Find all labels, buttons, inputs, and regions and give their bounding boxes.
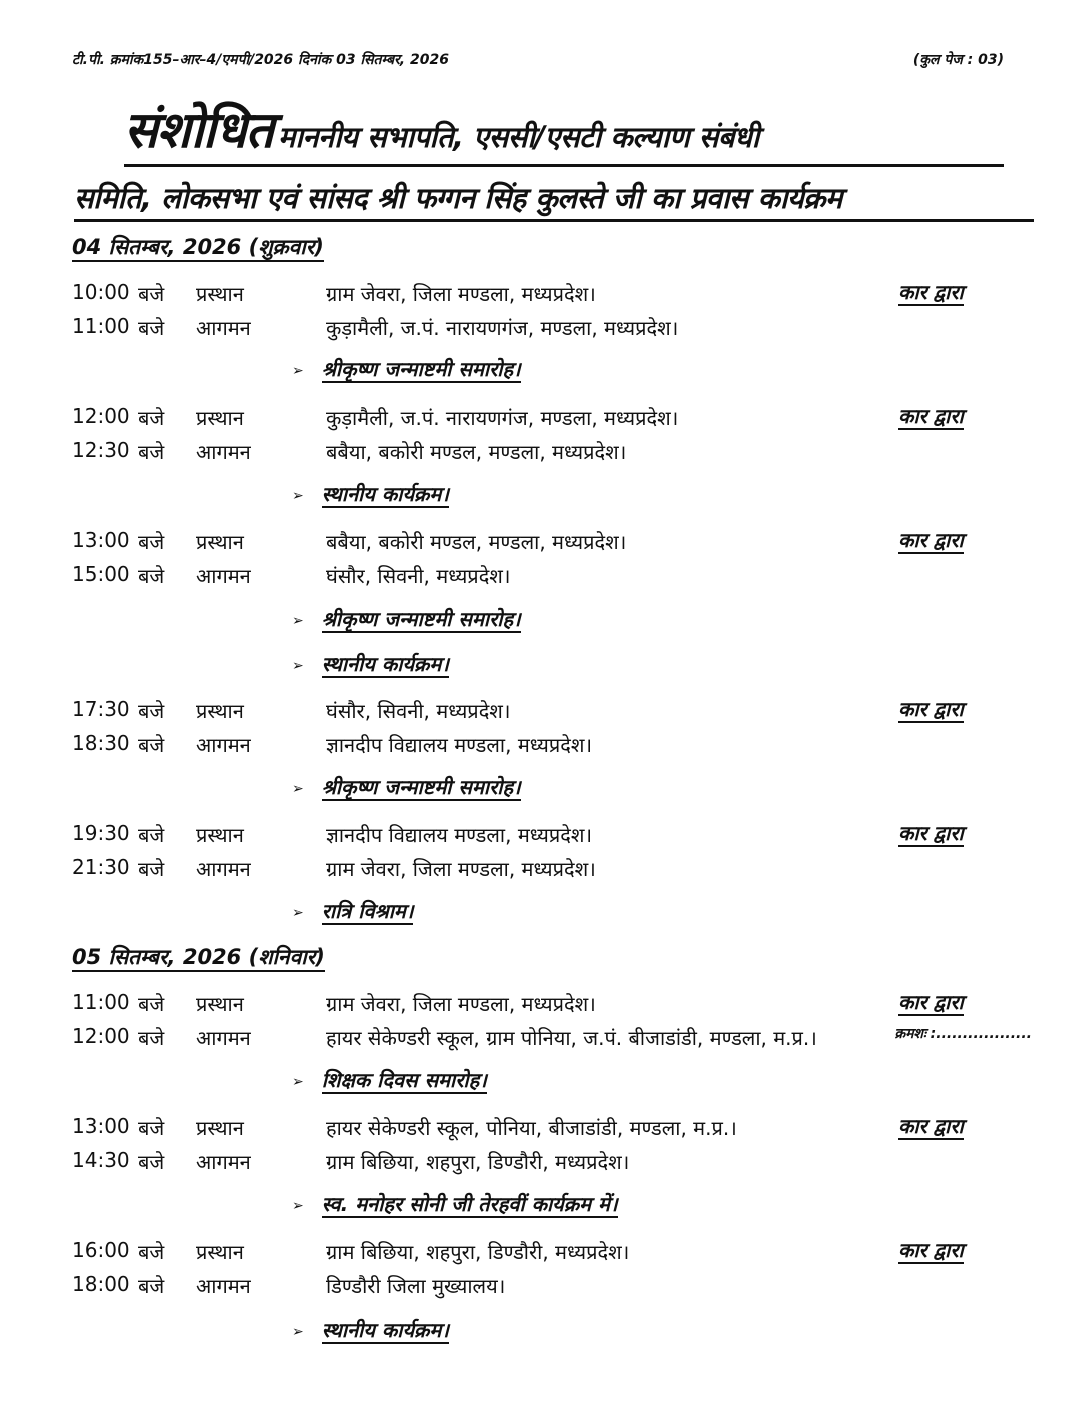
page-count: (कुल पेज : 03) [912, 52, 1004, 68]
schedule-row [72, 280, 1012, 312]
travel-mode: कार द्वारा [898, 528, 964, 552]
schedule-row [72, 528, 1012, 560]
day-heading: 05 सितम्बर, 2026 (शनिवार) [72, 944, 325, 972]
schedule-row [72, 1272, 1012, 1304]
time-unit: बजे [138, 1150, 165, 1174]
time-unit: बजे [138, 282, 165, 306]
continued-note: क्रमशः :.................. [894, 1026, 1032, 1042]
schedule-row [72, 990, 1012, 1022]
schedule-row [72, 1238, 1012, 1270]
event-label: स्थानीय कार्यक्रम। [321, 1318, 449, 1342]
arrow-bullet-icon: ➢ [292, 657, 304, 674]
event-label: श्रीकृष्ण जन्माष्टमी समारोह। [321, 357, 521, 381]
action-label: आगमन [196, 733, 251, 757]
travel-mode: कार द्वारा [898, 1238, 964, 1262]
reference-number: टी.पी. क्रमांक155–आर–4/एमपी/2026 दिनांक 03 सितम्बर, 2026 [72, 52, 449, 68]
schedule-row [72, 562, 1012, 594]
place-label: बबैया, बकोरी मण्डल, मण्डला, मध्यप्रदेश। [326, 530, 627, 554]
time-value: 11:00 [72, 314, 130, 338]
time-unit: बजे [138, 1116, 165, 1140]
arrow-bullet-icon: ➢ [292, 1073, 304, 1090]
event-label: श्रीकृष्ण जन्माष्टमी समारोह। [321, 607, 521, 631]
travel-mode: कार द्वारा [898, 404, 964, 428]
time-unit: बजे [138, 857, 165, 881]
schedule-row [72, 404, 1012, 436]
event-label: स्थानीय कार्यक्रम। [321, 482, 449, 506]
schedule-row [72, 1024, 1012, 1056]
event-item [292, 1316, 449, 1343]
schedule-row [72, 1114, 1012, 1146]
time-value: 14:30 [72, 1148, 130, 1172]
document-title-line2: समिति, लोकसभा एवं सांसद श्री फग्गन सिंह कुलस्ते जी का प्रवास कार्यक्रम [74, 178, 1034, 222]
travel-mode: कार द्वारा [898, 280, 964, 304]
action-label: आगमन [196, 1274, 251, 1298]
schedule-row [72, 1148, 1012, 1180]
arrow-bullet-icon: ➢ [292, 612, 304, 629]
schedule-row [72, 438, 1012, 470]
time-value: 10:00 [72, 280, 130, 304]
time-value: 13:00 [72, 1114, 130, 1138]
event-label: शिक्षक दिवस समारोह। [321, 1068, 487, 1092]
schedule-row [72, 731, 1012, 763]
time-unit: बजे [138, 1240, 165, 1264]
action-label: प्रस्थान [196, 823, 244, 847]
schedule-row [72, 697, 1012, 729]
action-label: आगमन [196, 857, 251, 881]
time-value: 12:00 [72, 1024, 130, 1048]
time-unit: बजे [138, 1274, 165, 1298]
day-heading: 04 सितम्बर, 2026 (शुक्रवार) [72, 234, 324, 262]
event-item [292, 1190, 618, 1217]
action-label: प्रस्थान [196, 1116, 244, 1140]
place-label: ग्राम जेवरा, जिला मण्डला, मध्यप्रदेश। [326, 992, 596, 1016]
time-unit: बजे [138, 530, 165, 554]
place-label: डिण्डौरी जिला मुख्यालय। [326, 1274, 506, 1298]
action-label: आगमन [196, 1026, 251, 1050]
action-label: प्रस्थान [196, 1240, 244, 1264]
event-label: श्रीकृष्ण जन्माष्टमी समारोह। [321, 775, 521, 799]
event-item [292, 897, 413, 924]
place-label: ग्राम जेवरा, जिला मण्डला, मध्यप्रदेश। [326, 857, 596, 881]
travel-mode: कार द्वारा [898, 990, 964, 1014]
event-item [292, 773, 521, 800]
time-value: 13:00 [72, 528, 130, 552]
event-item [292, 355, 521, 382]
arrow-bullet-icon: ➢ [292, 904, 304, 921]
arrow-bullet-icon: ➢ [292, 362, 304, 379]
action-label: प्रस्थान [196, 530, 244, 554]
action-label: प्रस्थान [196, 282, 244, 306]
time-value: 19:30 [72, 821, 130, 845]
arrow-bullet-icon: ➢ [292, 1323, 304, 1340]
event-item [292, 480, 449, 507]
travel-mode: कार द्वारा [898, 1114, 964, 1138]
place-label: ग्राम बिछिया, शहपुरा, डिण्डौरी, मध्यप्रदेश। [326, 1240, 630, 1264]
time-unit: बजे [138, 440, 165, 464]
revised-label: संशोधित [124, 101, 273, 159]
arrow-bullet-icon: ➢ [292, 1197, 304, 1214]
place-label: ग्राम बिछिया, शहपुरा, डिण्डौरी, मध्यप्रदेश। [326, 1150, 630, 1174]
place-label: कुड़ामैली, ज.पं. नारायणगंज, मण्डला, मध्यप्रदेश। [326, 406, 679, 430]
time-value: 12:00 [72, 404, 130, 428]
time-value: 17:30 [72, 697, 130, 721]
action-label: आगमन [196, 1150, 251, 1174]
time-unit: बजे [138, 733, 165, 757]
time-value: 18:30 [72, 731, 130, 755]
action-label: आगमन [196, 564, 251, 588]
schedule-row [72, 314, 1012, 346]
place-label: हायर सेकेण्डरी स्कूल, पोनिया, बीजाडांडी, मण्डला, म.प्र.। [326, 1116, 737, 1140]
event-item [292, 650, 449, 677]
document-title-line1 [124, 94, 1004, 167]
time-value: 11:00 [72, 990, 130, 1014]
action-label: प्रस्थान [196, 992, 244, 1016]
time-value: 15:00 [72, 562, 130, 586]
arrow-bullet-icon: ➢ [292, 780, 304, 797]
time-unit: बजे [138, 406, 165, 430]
time-unit: बजे [138, 316, 165, 340]
place-label: घंसौर, सिवनी, मध्यप्रदेश। [326, 564, 511, 588]
place-label: ग्राम जेवरा, जिला मण्डला, मध्यप्रदेश। [326, 282, 596, 306]
schedule-row [72, 855, 1012, 887]
arrow-bullet-icon: ➢ [292, 487, 304, 504]
place-label: घंसौर, सिवनी, मध्यप्रदेश। [326, 699, 511, 723]
place-label: ज्ञानदीप विद्यालय मण्डला, मध्यप्रदेश। [326, 733, 593, 757]
time-unit: बजे [138, 699, 165, 723]
event-label: स्थानीय कार्यक्रम। [321, 652, 449, 676]
time-value: 18:00 [72, 1272, 130, 1296]
action-label: आगमन [196, 316, 251, 340]
travel-mode: कार द्वारा [898, 821, 964, 845]
time-unit: बजे [138, 992, 165, 1016]
place-label: ज्ञानदीप विद्यालय मण्डला, मध्यप्रदेश। [326, 823, 593, 847]
time-value: 16:00 [72, 1238, 130, 1262]
time-unit: बजे [138, 1026, 165, 1050]
action-label: आगमन [196, 440, 251, 464]
event-label: रात्रि विश्राम। [321, 899, 414, 923]
place-label: हायर सेकेण्डरी स्कूल, ग्राम पोनिया, ज.पं. बीजाडांडी, मण्डला, म.प्र.। [326, 1026, 817, 1050]
travel-mode: कार द्वारा [898, 697, 964, 721]
time-value: 12:30 [72, 438, 130, 462]
place-label: कुड़ामैली, ज.पं. नारायणगंज, मण्डला, मध्यप्रदेश। [326, 316, 679, 340]
place-label: बबैया, बकोरी मण्डल, मण्डला, मध्यप्रदेश। [326, 440, 627, 464]
event-item [292, 1066, 487, 1093]
schedule-row [72, 821, 1012, 853]
event-item [292, 605, 521, 632]
action-label: प्रस्थान [196, 699, 244, 723]
action-label: प्रस्थान [196, 406, 244, 430]
time-unit: बजे [138, 564, 165, 588]
event-label: स्व. मनोहर सोनी जी तेरहवीं कार्यक्रम में। [321, 1192, 618, 1216]
time-value: 21:30 [72, 855, 130, 879]
title-line1-text: माननीय सभापति, एससी/एसटी कल्याण संबंधी [278, 120, 759, 154]
time-unit: बजे [138, 823, 165, 847]
